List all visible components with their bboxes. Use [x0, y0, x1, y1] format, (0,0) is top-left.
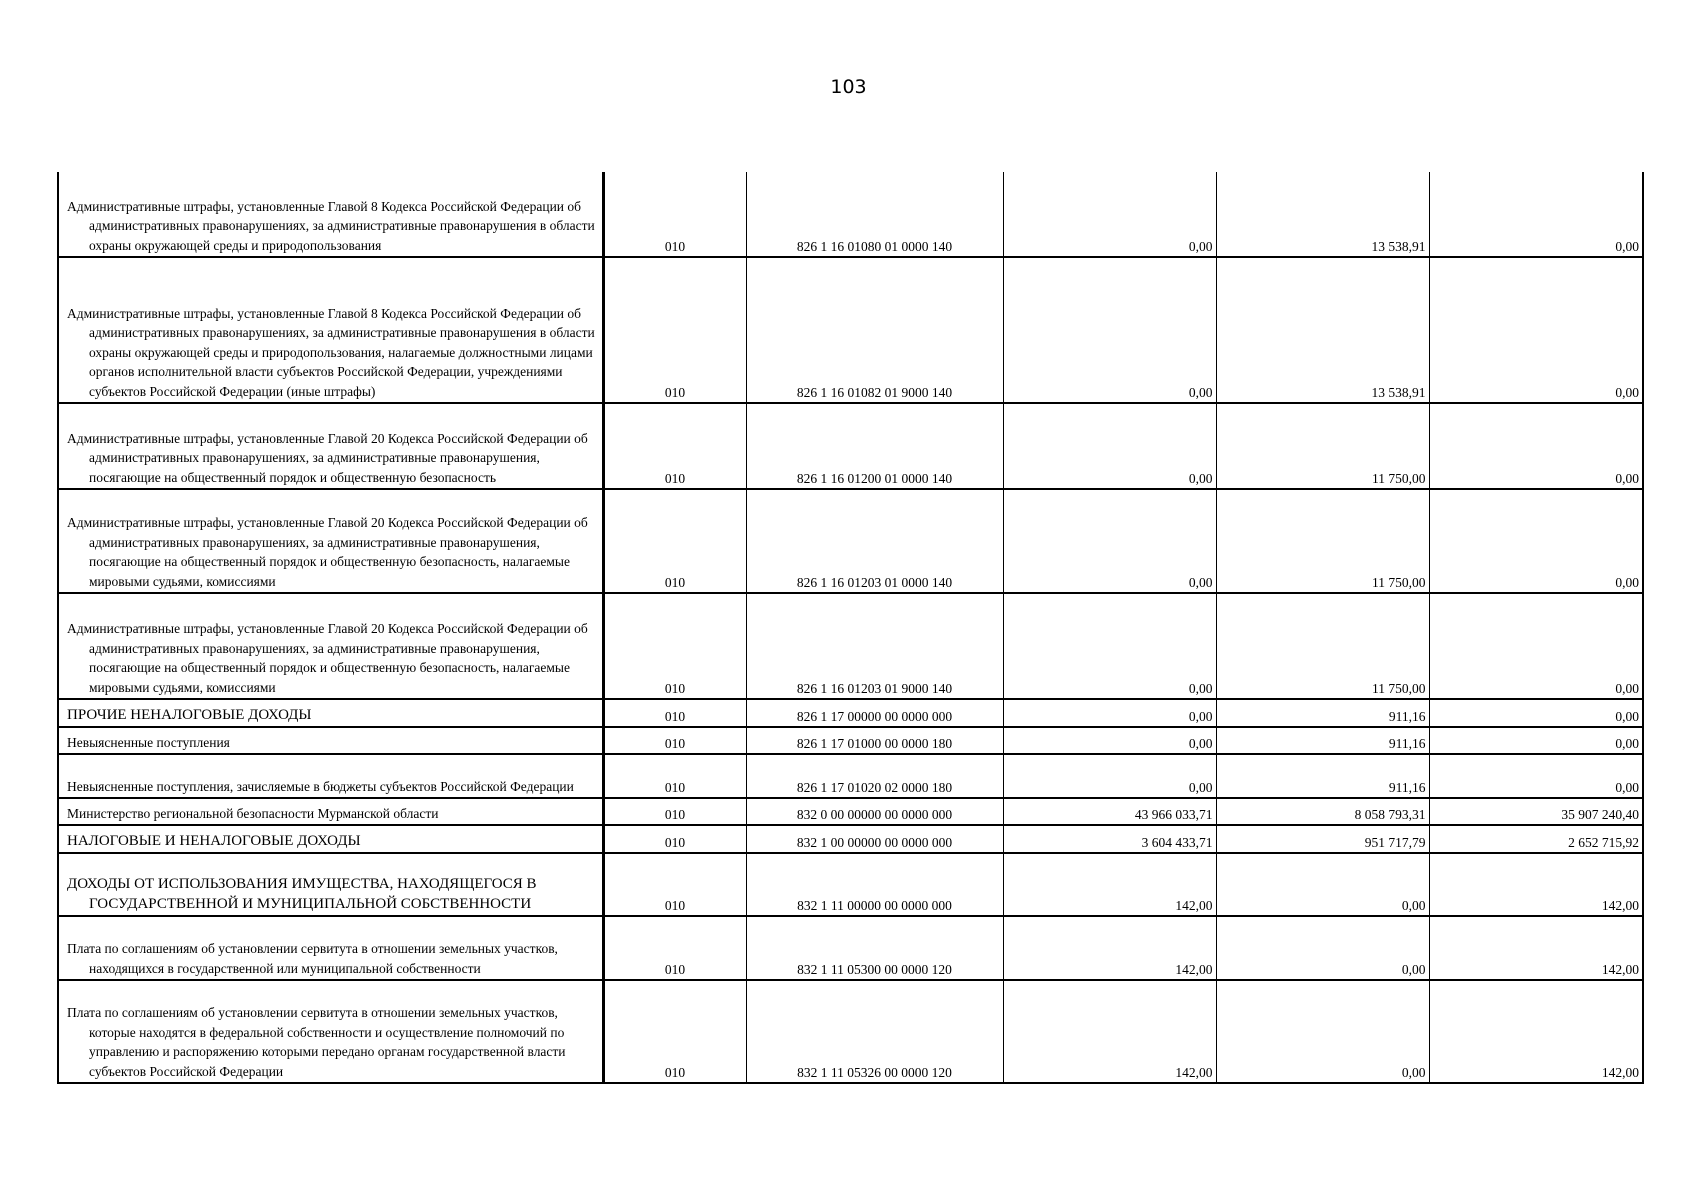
row-amount-3: 142,00: [1429, 916, 1643, 980]
row-amount-2: 11 750,00: [1216, 489, 1429, 593]
row-amount-2: 911,16: [1216, 727, 1429, 754]
row-amount-2: 0,00: [1216, 916, 1429, 980]
table-row: [58, 489, 1643, 593]
row-line-code: 010: [603, 172, 746, 257]
row-line-code: 010: [603, 489, 746, 593]
row-amount-3: 142,00: [1429, 853, 1643, 916]
row-name: Административные штрафы, установленные Главой 8 Кодекса Российской Федерации об административных правонарушениях, за административные правонарушения в области охраны окружающей среды и природопользования: [58, 172, 603, 257]
row-amount-1: 142,00: [1003, 980, 1216, 1083]
row-amount-1: 3 604 433,71: [1003, 825, 1216, 853]
row-name: ДОХОДЫ ОТ ИСПОЛЬЗОВАНИЯ ИМУЩЕСТВА, НАХОДЯЩЕГОСЯ В ГОСУДАРСТВЕННОЙ И МУНИЦИПАЛЬНОЙ СОБСТВЕННОСТИ: [58, 853, 603, 916]
row-amount-1: 142,00: [1003, 916, 1216, 980]
row-line-code: 010: [603, 403, 746, 489]
revenue-table: [57, 172, 1644, 1084]
row-line-code: 010: [603, 798, 746, 825]
row-line-code: 010: [603, 754, 746, 798]
table-row: [58, 853, 1643, 916]
table-row: [58, 798, 1643, 825]
row-line-code: 010: [603, 825, 746, 853]
row-amount-3: 0,00: [1429, 403, 1643, 489]
row-amount-3: 0,00: [1429, 699, 1643, 727]
row-amount-2: 13 538,91: [1216, 172, 1429, 257]
row-classification-code: 832 1 00 00000 00 0000 000: [746, 825, 1003, 853]
row-name: Невыясненные поступления: [58, 727, 603, 754]
row-line-code: 010: [603, 257, 746, 403]
row-name: Административные штрафы, установленные Главой 20 Кодекса Российской Федерации об административных правонарушениях, за административные правонарушения, посягающие на общественный порядок и общественную безопасность, налагаемые мировыми судьями, комиссиями: [58, 489, 603, 593]
row-line-code: 010: [603, 727, 746, 754]
row-amount-3: 0,00: [1429, 489, 1643, 593]
table-row: [58, 916, 1643, 980]
row-name: ПРОЧИЕ НЕНАЛОГОВЫЕ ДОХОДЫ: [58, 699, 603, 727]
row-amount-1: 0,00: [1003, 489, 1216, 593]
row-classification-code: 826 1 16 01080 01 0000 140: [746, 172, 1003, 257]
row-classification-code: 832 1 11 00000 00 0000 000: [746, 853, 1003, 916]
row-amount-3: 0,00: [1429, 257, 1643, 403]
row-amount-3: 0,00: [1429, 754, 1643, 798]
table-row: [58, 593, 1643, 699]
row-amount-1: 0,00: [1003, 754, 1216, 798]
table-row: [58, 403, 1643, 489]
row-line-code: 010: [603, 980, 746, 1083]
row-amount-1: 0,00: [1003, 403, 1216, 489]
row-amount-2: 8 058 793,31: [1216, 798, 1429, 825]
row-amount-1: 0,00: [1003, 257, 1216, 403]
row-line-code: 010: [603, 916, 746, 980]
row-classification-code: 832 1 11 05300 00 0000 120: [746, 916, 1003, 980]
row-classification-code: 826 1 17 01020 02 0000 180: [746, 754, 1003, 798]
row-line-code: 010: [603, 699, 746, 727]
row-classification-code: 826 1 16 01082 01 9000 140: [746, 257, 1003, 403]
table-row: [58, 699, 1643, 727]
row-amount-1: 0,00: [1003, 727, 1216, 754]
row-amount-3: 0,00: [1429, 727, 1643, 754]
row-name: Плата по соглашениям об установлении сервитута в отношении земельных участков, находящихся в государственной или муниципальной собственности: [58, 916, 603, 980]
table-row: [58, 257, 1643, 403]
row-name: Административные штрафы, установленные Главой 20 Кодекса Российской Федерации об административных правонарушениях, за административные правонарушения, посягающие на общественный порядок и общественную безопасность: [58, 403, 603, 489]
row-classification-code: 826 1 17 01000 00 0000 180: [746, 727, 1003, 754]
table-row: [58, 980, 1643, 1083]
page-number: 103: [830, 76, 867, 98]
row-amount-3: 0,00: [1429, 593, 1643, 699]
row-amount-3: 2 652 715,92: [1429, 825, 1643, 853]
row-name: Министерство региональной безопасности Мурманской области: [58, 798, 603, 825]
row-amount-1: 0,00: [1003, 593, 1216, 699]
row-amount-2: 13 538,91: [1216, 257, 1429, 403]
row-amount-1: 0,00: [1003, 699, 1216, 727]
row-amount-3: 0,00: [1429, 172, 1643, 257]
row-classification-code: 832 0 00 00000 00 0000 000: [746, 798, 1003, 825]
row-amount-3: 35 907 240,40: [1429, 798, 1643, 825]
row-name: Невыясненные поступления, зачисляемые в бюджеты субъектов Российской Федерации: [58, 754, 603, 798]
row-name: Плата по соглашениям об установлении сервитута в отношении земельных участков, которые находятся в федеральной собственности и осуществление полномочий по управлению и распоряжению которыми передано органам государственной власти субъектов Российской Федерации: [58, 980, 603, 1083]
row-amount-1: 43 966 033,71: [1003, 798, 1216, 825]
table-row: [58, 754, 1643, 798]
row-name: НАЛОГОВЫЕ И НЕНАЛОГОВЫЕ ДОХОДЫ: [58, 825, 603, 853]
row-line-code: 010: [603, 853, 746, 916]
row-amount-1: 142,00: [1003, 853, 1216, 916]
row-line-code: 010: [603, 593, 746, 699]
row-amount-2: 911,16: [1216, 754, 1429, 798]
row-classification-code: 826 1 16 01200 01 0000 140: [746, 403, 1003, 489]
row-amount-2: 11 750,00: [1216, 593, 1429, 699]
row-amount-2: 911,16: [1216, 699, 1429, 727]
row-amount-2: 0,00: [1216, 853, 1429, 916]
row-amount-1: 0,00: [1003, 172, 1216, 257]
row-amount-2: 0,00: [1216, 980, 1429, 1083]
row-name: Административные штрафы, установленные Главой 20 Кодекса Российской Федерации об административных правонарушениях, за административные правонарушения, посягающие на общественный порядок и общественную безопасность, налагаемые мировыми судьями, комиссиями: [58, 593, 603, 699]
table-row: [58, 172, 1643, 257]
row-amount-3: 142,00: [1429, 980, 1643, 1083]
row-amount-2: 951 717,79: [1216, 825, 1429, 853]
table-row: [58, 727, 1643, 754]
row-classification-code: 826 1 16 01203 01 9000 140: [746, 593, 1003, 699]
row-classification-code: 826 1 17 00000 00 0000 000: [746, 699, 1003, 727]
row-amount-2: 11 750,00: [1216, 403, 1429, 489]
row-classification-code: 826 1 16 01203 01 0000 140: [746, 489, 1003, 593]
row-name: Административные штрафы, установленные Главой 8 Кодекса Российской Федерации об административных правонарушениях, за административные правонарушения в области охраны окружающей среды и природопользования, налагаемые должностными лицами органов исполнительной власти субъектов Российской Федерации, учреждениями субъектов Российской Федерации (иные штрафы): [58, 257, 603, 403]
table-row: [58, 825, 1643, 853]
row-classification-code: 832 1 11 05326 00 0000 120: [746, 980, 1003, 1083]
